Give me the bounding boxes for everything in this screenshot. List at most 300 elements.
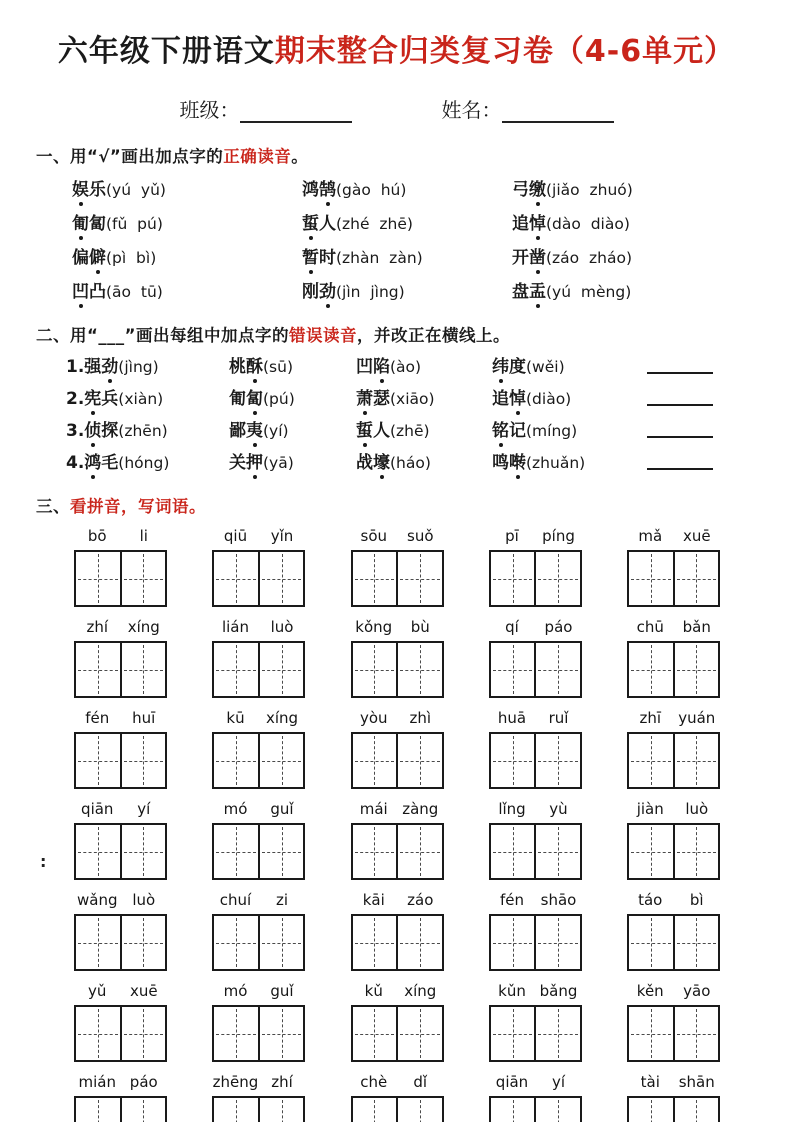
word-item — [229, 416, 356, 441]
answer-line[interactable] — [647, 356, 713, 374]
char-cell[interactable] — [120, 916, 166, 969]
writing-grid[interactable] — [489, 914, 582, 971]
pinyin: (xiāo) — [390, 390, 435, 408]
writing-grid[interactable] — [489, 550, 582, 607]
char-cell[interactable] — [491, 825, 535, 878]
char-cell[interactable] — [258, 825, 304, 878]
pinyin: (yí) — [263, 422, 289, 440]
section1-heading — [36, 143, 793, 167]
word-char: 纬 — [492, 352, 509, 377]
pinyin: (xiàn) — [118, 390, 164, 408]
pinyin-word-cell — [627, 1073, 720, 1122]
pinyin-row — [74, 618, 720, 698]
section1-heading-suffix: 。 — [291, 147, 309, 166]
writing-grid[interactable] — [627, 641, 720, 698]
word-char: 僻 — [89, 243, 106, 268]
pinyin-label — [212, 709, 305, 729]
writing-grid[interactable] — [627, 1005, 720, 1062]
writing-grid[interactable] — [489, 823, 582, 880]
char-cell[interactable] — [353, 916, 397, 969]
pinyin-row — [74, 527, 720, 607]
pinyin-word-cell — [74, 1073, 167, 1122]
word-char: 盘 — [512, 282, 529, 302]
word-item — [512, 243, 793, 268]
pinyin-syllable: yù — [549, 800, 568, 818]
writing-grid[interactable] — [489, 1096, 582, 1122]
pinyin-syllable: dǐ — [413, 1073, 428, 1091]
writing-grid[interactable] — [351, 823, 444, 880]
char-cell[interactable] — [491, 643, 535, 696]
char-cell[interactable] — [258, 552, 304, 605]
writing-grid[interactable] — [74, 914, 167, 971]
writing-grid[interactable] — [351, 550, 444, 607]
char-cell[interactable] — [396, 1098, 442, 1122]
pinyin-syllable: li — [139, 527, 148, 545]
pinyin-syllable: yí — [137, 800, 151, 818]
char-cell[interactable] — [534, 1098, 580, 1122]
pinyin-syllable: shān — [678, 1073, 715, 1091]
char-cell[interactable] — [629, 825, 673, 878]
title-black-part: 六年级下册语文 — [57, 34, 275, 69]
pinyin-label — [74, 982, 167, 1002]
word-char: 鸣 — [492, 453, 509, 473]
char-cell[interactable] — [258, 643, 304, 696]
answer-line[interactable] — [647, 420, 713, 438]
pinyin-row — [74, 982, 720, 1062]
char-cell[interactable] — [629, 734, 673, 787]
pinyin-syllable: qí — [505, 618, 519, 636]
word-item — [302, 209, 512, 234]
writing-grid[interactable] — [489, 1005, 582, 1062]
pinyin-syllable: yāo — [683, 982, 711, 1000]
char-cell[interactable] — [396, 825, 442, 878]
pinyin-syllable: guǐ — [270, 800, 294, 818]
word-char: 凿 — [529, 243, 546, 268]
title-red-part: 期末整合归类复习卷（4-6单元） — [274, 34, 736, 69]
name-blank-line[interactable] — [502, 101, 614, 123]
section1-heading-red: 正确读音 — [223, 147, 292, 166]
writing-grid[interactable] — [212, 732, 305, 789]
pinyin-syllable: páo — [544, 618, 573, 636]
student-info-row — [0, 94, 793, 123]
char-cell[interactable] — [534, 1007, 580, 1060]
writing-grid[interactable] — [627, 1096, 720, 1122]
char-cell[interactable] — [534, 734, 580, 787]
char-cell[interactable] — [76, 643, 120, 696]
row-number: 2. — [66, 389, 85, 409]
word-item — [72, 243, 302, 268]
pinyin-syllable: lǐng — [498, 800, 526, 818]
section2-rows — [66, 352, 713, 473]
writing-grid[interactable] — [489, 732, 582, 789]
pinyin: (míng) — [526, 422, 578, 440]
writing-grid[interactable] — [212, 1005, 305, 1062]
char-cell[interactable] — [396, 1007, 442, 1060]
word-char: 鸿 — [302, 180, 319, 200]
writing-grid[interactable] — [74, 550, 167, 607]
char-cell[interactable] — [120, 552, 166, 605]
char-cell[interactable] — [120, 734, 166, 787]
section2-heading — [36, 322, 793, 346]
pinyin-syllable: bō — [87, 527, 107, 545]
char-cell[interactable] — [534, 916, 580, 969]
pinyin-word-cell — [212, 982, 305, 1062]
pinyin-syllable: suǒ — [407, 527, 434, 545]
word-char: 娱 — [72, 175, 89, 200]
writing-grid[interactable] — [351, 914, 444, 971]
pinyin-syllable: qiān — [495, 1073, 529, 1091]
word-char: 悼 — [509, 384, 526, 409]
section1-heading-text: 用“√”画出加点字的 — [70, 147, 224, 166]
char-cell[interactable] — [353, 1007, 397, 1060]
word-char: 啭 — [509, 448, 526, 473]
char-cell[interactable] — [214, 1007, 258, 1060]
pinyin-syllable: xuē — [682, 527, 711, 545]
pinyin: (diào) — [526, 390, 572, 408]
char-cell[interactable] — [258, 916, 304, 969]
pinyin-label — [627, 618, 720, 638]
writing-grid[interactable] — [74, 1096, 167, 1122]
char-cell[interactable] — [491, 1007, 535, 1060]
char-cell[interactable] — [534, 825, 580, 878]
pinyin-syllable: kǔ — [364, 982, 383, 1000]
pinyin-syllable: chū — [636, 618, 664, 636]
char-cell[interactable] — [76, 1098, 120, 1122]
char-cell[interactable] — [353, 1098, 397, 1122]
pinyin-word-cell — [489, 527, 582, 607]
char-cell[interactable] — [76, 734, 120, 787]
word-item — [72, 209, 302, 234]
char-cell[interactable] — [76, 825, 120, 878]
char-cell[interactable] — [214, 643, 258, 696]
pinyin-word-cell — [489, 618, 582, 698]
pinyin-label — [351, 891, 444, 911]
row-number: 3. — [66, 421, 85, 441]
pinyin: (yú mèng) — [546, 283, 632, 301]
pinyin-syllable: guǐ — [270, 982, 294, 1000]
pinyin-word-cell — [351, 891, 444, 971]
word-char: 酥 — [246, 352, 263, 377]
char-cell[interactable] — [673, 552, 719, 605]
char-cell[interactable] — [673, 1098, 719, 1122]
section1-number: 一、 — [36, 147, 70, 166]
class-label: 班级： — [179, 98, 240, 122]
writing-grid[interactable] — [212, 914, 305, 971]
pinyin-word-cell — [212, 709, 305, 789]
char-cell[interactable] — [76, 916, 120, 969]
word-char: 缴 — [529, 175, 546, 200]
char-cell[interactable] — [76, 1007, 120, 1060]
word-char: 瑟 — [373, 389, 390, 409]
char-cell[interactable] — [629, 916, 673, 969]
word-char: 追 — [512, 214, 529, 234]
name-field — [442, 94, 614, 123]
pinyin: (jìng) — [118, 358, 159, 376]
word-item — [302, 243, 512, 268]
writing-grid[interactable] — [627, 550, 720, 607]
pinyin: (háo) — [390, 454, 431, 472]
section2-number: 二、 — [36, 326, 70, 345]
pinyin-syllable: zhēng — [212, 1073, 259, 1091]
char-cell[interactable] — [214, 916, 258, 969]
char-cell[interactable] — [629, 552, 673, 605]
pinyin-label — [212, 618, 305, 638]
section3-number: 三、 — [36, 497, 70, 516]
char-cell[interactable] — [491, 916, 535, 969]
pinyin-syllable: fén — [499, 891, 525, 909]
char-cell[interactable] — [673, 1007, 719, 1060]
writing-grid[interactable] — [74, 823, 167, 880]
pinyin-syllable: mó — [223, 982, 248, 1000]
pinyin-label — [212, 1073, 305, 1093]
word-char: 时 — [319, 248, 336, 268]
pinyin-word-cell — [351, 709, 444, 789]
word-item — [512, 209, 793, 234]
writing-grid[interactable] — [351, 641, 444, 698]
word-char: 人 — [319, 214, 336, 234]
pinyin-syllable: zàng — [402, 800, 439, 818]
char-cell[interactable] — [120, 1098, 166, 1122]
writing-grid[interactable] — [627, 823, 720, 880]
word-char: 匐 — [246, 384, 263, 409]
word-char: 追 — [492, 389, 509, 409]
char-cell[interactable] — [120, 825, 166, 878]
word-char: 蜇 — [356, 416, 373, 441]
writing-grid[interactable] — [74, 641, 167, 698]
pinyin-word-cell — [351, 982, 444, 1062]
char-cell[interactable] — [214, 552, 258, 605]
pinyin-word-cell — [627, 982, 720, 1062]
pinyin-syllable: qiū — [223, 527, 248, 545]
pinyin: (jìn jìng) — [336, 283, 405, 301]
pinyin-syllable: kǒng — [355, 618, 393, 636]
pinyin-row — [74, 800, 720, 880]
section2-heading-red: 错误读音 — [288, 326, 357, 345]
pinyin-word-cell — [74, 527, 167, 607]
writing-grid[interactable] — [212, 823, 305, 880]
char-cell[interactable] — [76, 552, 120, 605]
writing-grid[interactable] — [212, 641, 305, 698]
pinyin-word-cell — [74, 891, 167, 971]
char-cell[interactable] — [396, 552, 442, 605]
pinyin-syllable: xíng — [404, 982, 437, 1000]
word-item — [492, 416, 642, 441]
writing-grid[interactable] — [627, 732, 720, 789]
pinyin-label — [489, 527, 582, 547]
char-cell[interactable] — [491, 734, 535, 787]
char-cell[interactable] — [491, 1098, 535, 1122]
pinyin: (záo zháo) — [546, 249, 633, 267]
writing-grid[interactable] — [74, 1005, 167, 1062]
pinyin-label — [489, 1073, 582, 1093]
pinyin-label — [627, 709, 720, 729]
pinyin-word-cell — [351, 1073, 444, 1122]
pinyin-syllable: kāi — [362, 891, 385, 909]
pinyin: (āo tū) — [106, 283, 163, 301]
char-cell[interactable] — [258, 734, 304, 787]
pinyin: (zhē) — [390, 422, 430, 440]
pinyin-word-cell — [489, 800, 582, 880]
section2-row — [66, 416, 713, 441]
pinyin: (zhé zhē) — [336, 215, 413, 233]
pinyin-word-cell — [212, 618, 305, 698]
pinyin-syllable: huā — [497, 709, 527, 727]
pinyin: (fǔ pú) — [106, 215, 163, 233]
pinyin-syllable: qiān — [81, 800, 114, 818]
char-cell[interactable] — [353, 643, 397, 696]
pinyin-syllable: zhī — [639, 709, 662, 727]
char-cell[interactable] — [258, 1098, 304, 1122]
char-cell[interactable] — [120, 643, 166, 696]
char-cell[interactable] — [396, 916, 442, 969]
word-char: 盂 — [529, 277, 546, 302]
writing-grid[interactable] — [351, 732, 444, 789]
char-cell[interactable] — [214, 734, 258, 787]
word-char: 铭 — [492, 416, 509, 441]
pinyin-label — [74, 1073, 167, 1093]
pinyin-syllable: xíng — [265, 709, 299, 727]
word-char: 毛 — [101, 453, 119, 473]
pinyin-word-cell — [351, 800, 444, 880]
char-cell[interactable] — [258, 1007, 304, 1060]
word-char: 悼 — [529, 209, 546, 234]
pinyin-label — [212, 800, 305, 820]
pinyin-word-cell — [489, 891, 582, 971]
answer-line[interactable] — [647, 388, 713, 406]
pinyin-syllable: chè — [360, 1073, 388, 1091]
word-char: 匍 — [72, 209, 89, 234]
writing-grid[interactable] — [212, 550, 305, 607]
pinyin-syllable: jiàn — [636, 800, 664, 818]
char-cell[interactable] — [120, 1007, 166, 1060]
pinyin: (pì bì) — [106, 249, 157, 267]
pinyin-syllable: kū — [226, 709, 245, 727]
pinyin-syllable: bù — [410, 618, 430, 636]
pinyin-row — [74, 891, 720, 971]
word-char: 劲 — [319, 277, 336, 302]
char-cell[interactable] — [629, 1098, 673, 1122]
pinyin-word-cell — [627, 709, 720, 789]
word-item — [229, 384, 356, 409]
char-cell[interactable] — [673, 825, 719, 878]
section3-heading-red: 看拼音，写词语。 — [70, 497, 206, 516]
pinyin-label — [489, 709, 582, 729]
word-char: 陷 — [373, 352, 390, 377]
pinyin-label — [627, 1073, 720, 1093]
writing-grid[interactable] — [74, 732, 167, 789]
pinyin-word-cell — [74, 800, 167, 880]
pinyin-label — [74, 891, 167, 911]
pinyin-syllable: yí — [551, 1073, 566, 1091]
pinyin-syllable: pī — [505, 527, 519, 545]
char-cell[interactable] — [629, 643, 673, 696]
pinyin-syllable: záo — [407, 891, 434, 909]
word-item — [72, 277, 302, 302]
pinyin-syllable: píng — [542, 527, 575, 545]
pinyin-word-cell — [212, 800, 305, 880]
word-char: 凹 — [72, 277, 89, 302]
pinyin-syllable: zhì — [409, 709, 432, 727]
char-cell[interactable] — [491, 552, 535, 605]
word-char: 壕 — [373, 448, 390, 473]
pinyin-syllable: zi — [275, 891, 289, 909]
class-field — [180, 94, 352, 123]
pinyin: (pú) — [263, 390, 295, 408]
class-blank-line[interactable] — [240, 101, 352, 123]
pinyin-syllable: tài — [640, 1073, 660, 1091]
writing-grid[interactable] — [351, 1005, 444, 1062]
char-cell[interactable] — [214, 1098, 258, 1122]
pinyin-syllable: yuán — [678, 709, 716, 727]
pinyin-syllable: luò — [132, 891, 156, 909]
char-cell[interactable] — [353, 734, 397, 787]
char-cell[interactable] — [534, 552, 580, 605]
word-item — [492, 448, 642, 473]
word-char: 宪 — [84, 384, 101, 409]
char-cell[interactable] — [396, 643, 442, 696]
char-cell[interactable] — [353, 552, 397, 605]
word-char: 人 — [373, 421, 390, 441]
row-number: 1. — [66, 357, 85, 377]
pinyin-word-cell — [74, 618, 167, 698]
answer-line[interactable] — [647, 452, 713, 470]
char-cell[interactable] — [629, 1007, 673, 1060]
section2-heading-text: 用“___”画出每组中加点字的 — [70, 326, 289, 345]
pinyin-word-cell — [627, 527, 720, 607]
word-item — [512, 277, 793, 302]
writing-grid[interactable] — [489, 641, 582, 698]
numbered-word — [66, 384, 229, 409]
pinyin-label — [627, 982, 720, 1002]
char-cell[interactable] — [673, 643, 719, 696]
word-char: 记 — [509, 421, 526, 441]
word-item — [302, 277, 512, 302]
pinyin-syllable: yǐn — [270, 527, 294, 545]
pinyin-syllable: luò — [685, 800, 709, 818]
char-cell[interactable] — [673, 916, 719, 969]
section2-row — [66, 448, 713, 473]
char-cell[interactable] — [214, 825, 258, 878]
char-cell[interactable] — [353, 825, 397, 878]
word-item — [229, 448, 356, 473]
word-char: 弓 — [512, 180, 529, 200]
pinyin-syllable: xíng — [127, 618, 160, 636]
writing-grid[interactable] — [351, 1096, 444, 1122]
writing-grid[interactable] — [212, 1096, 305, 1122]
char-cell[interactable] — [396, 734, 442, 787]
word-char: 押 — [246, 448, 263, 473]
word-item — [84, 421, 167, 441]
pinyin-word-cell — [351, 527, 444, 607]
char-cell[interactable] — [534, 643, 580, 696]
pinyin-label — [212, 982, 305, 1002]
word-char: 鄙 — [229, 421, 246, 441]
pinyin-syllable: fén — [85, 709, 110, 727]
pinyin-syllable: mǎ — [638, 527, 663, 545]
pinyin-syllable: kǔn — [498, 982, 526, 1000]
pinyin-syllable: xuē — [129, 982, 158, 1000]
word-char: 开 — [512, 248, 529, 268]
pinyin-syllable: wǎng — [77, 891, 118, 909]
char-cell[interactable] — [673, 734, 719, 787]
pinyin-word-cell — [212, 527, 305, 607]
word-char: 匐 — [89, 214, 106, 234]
section1-word-list — [72, 175, 793, 302]
word-char: 战 — [356, 453, 373, 473]
word-item — [356, 384, 492, 409]
word-char: 兵 — [101, 389, 119, 409]
writing-grid[interactable] — [627, 914, 720, 971]
